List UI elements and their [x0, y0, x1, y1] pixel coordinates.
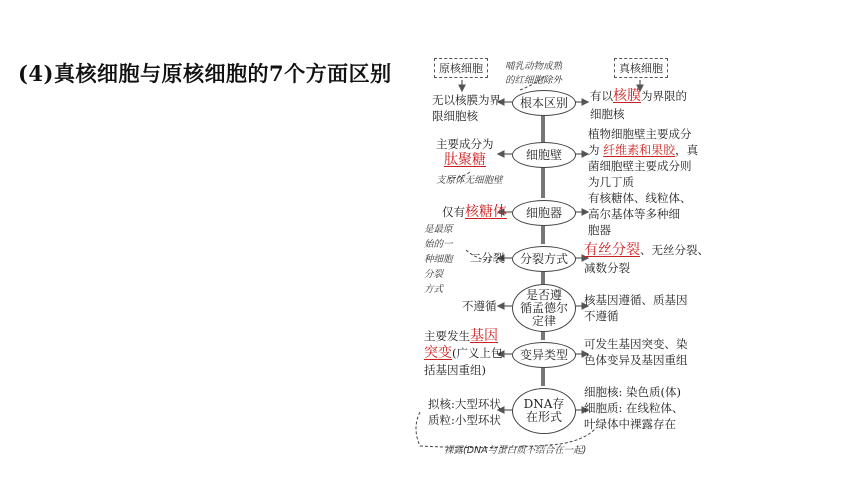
oval-variation-type: 变异类型	[512, 342, 576, 368]
row6-left-l2: 质粒:小型环状	[428, 413, 501, 427]
row2-right-l3: 胞器	[588, 223, 611, 237]
row1-right-l3: 菌细胞壁主要成分则	[588, 159, 692, 173]
row5-left-l1: 主要发生基因	[424, 328, 498, 344]
row5-right-l1: 可发生基因突变、染	[584, 337, 688, 351]
row5-right-l2: 色体变异及基因重组	[584, 353, 688, 367]
oval-mendel-l1: 是否遵	[525, 287, 562, 302]
oval-dna-l1: DNA存	[523, 397, 565, 411]
note-top-line1: 哺乳动物成熟	[505, 61, 563, 72]
eukaryote-header: 真核细胞	[614, 58, 668, 78]
oval-dna-l2: 在形式	[525, 410, 562, 424]
row0-left-l2: 限细胞核	[432, 109, 478, 123]
row3-right-l2: 减数分裂	[584, 261, 630, 275]
row1-left-l1: 主要成分为	[436, 137, 494, 151]
row6-bottom-note: 裸露(DNA与蛋白质不结合在一起)	[444, 445, 587, 456]
page-title: (4)真核细胞与原核细胞的7个方面区别	[18, 61, 392, 86]
row0-left-l1: 无以核膜为界	[432, 93, 501, 107]
row2-right-l2: 高尔基体等多种细	[588, 207, 680, 221]
row3-right-l1: 有丝分裂、无丝分裂、	[584, 242, 709, 258]
oval-mendel-l2: 循孟德尔	[519, 300, 568, 315]
row5-left-l3: 括基因重组)	[424, 363, 486, 377]
oval-fundamental-difference: 根本区别	[512, 90, 576, 116]
oval-mendel-l3: 定律	[531, 313, 556, 328]
row6-left-l1: 拟核:大型环状	[428, 397, 501, 411]
row1-right-l2: 为 纤维素和果胶，真	[588, 143, 699, 157]
oval-organelles: 细胞器	[512, 200, 576, 226]
oval-division-mode: 分裂方式	[512, 246, 576, 272]
row6-right-l1: 细胞核: 染色质(体)	[584, 385, 682, 399]
row1-left-note: 支原体无细胞壁	[436, 175, 503, 186]
row0-right-l2: 细胞核	[590, 107, 625, 121]
row5-left-l2: 突变(广义上包	[424, 345, 503, 361]
row0-right-l1: 有以核膜为界限的	[590, 88, 687, 104]
row4-left: 不遵循	[462, 299, 497, 313]
row1-left-red: 肽聚糖	[444, 152, 486, 168]
prokaryote-header: 原核细胞	[434, 58, 488, 78]
row4-right-l1: 核基因遵循、质基因	[584, 293, 688, 307]
row2-left: 仅有核糖体	[442, 204, 507, 220]
row4-right-l2: 不遵循	[584, 309, 619, 323]
row2-right-l1: 有核糖体、线粒体、	[588, 191, 692, 205]
oval-cell-wall: 细胞壁	[512, 142, 576, 168]
row6-right-l2: 细胞质: 在线粒体、	[584, 401, 684, 415]
row1-right-l1: 植物细胞壁主要成分	[588, 127, 692, 141]
row1-right-l4: 为几丁质	[588, 175, 634, 189]
row3-left-note: 是最原 始的一 种细胞 分裂 方式	[424, 224, 453, 295]
oval-dna-form	[512, 388, 576, 434]
row6-right-l3: 叶绿体中裸露存在	[584, 417, 676, 431]
note-top-line2: 的红细胞除外	[505, 75, 563, 86]
oval-mendel	[512, 284, 576, 332]
row3-left: 二分裂	[470, 251, 505, 265]
